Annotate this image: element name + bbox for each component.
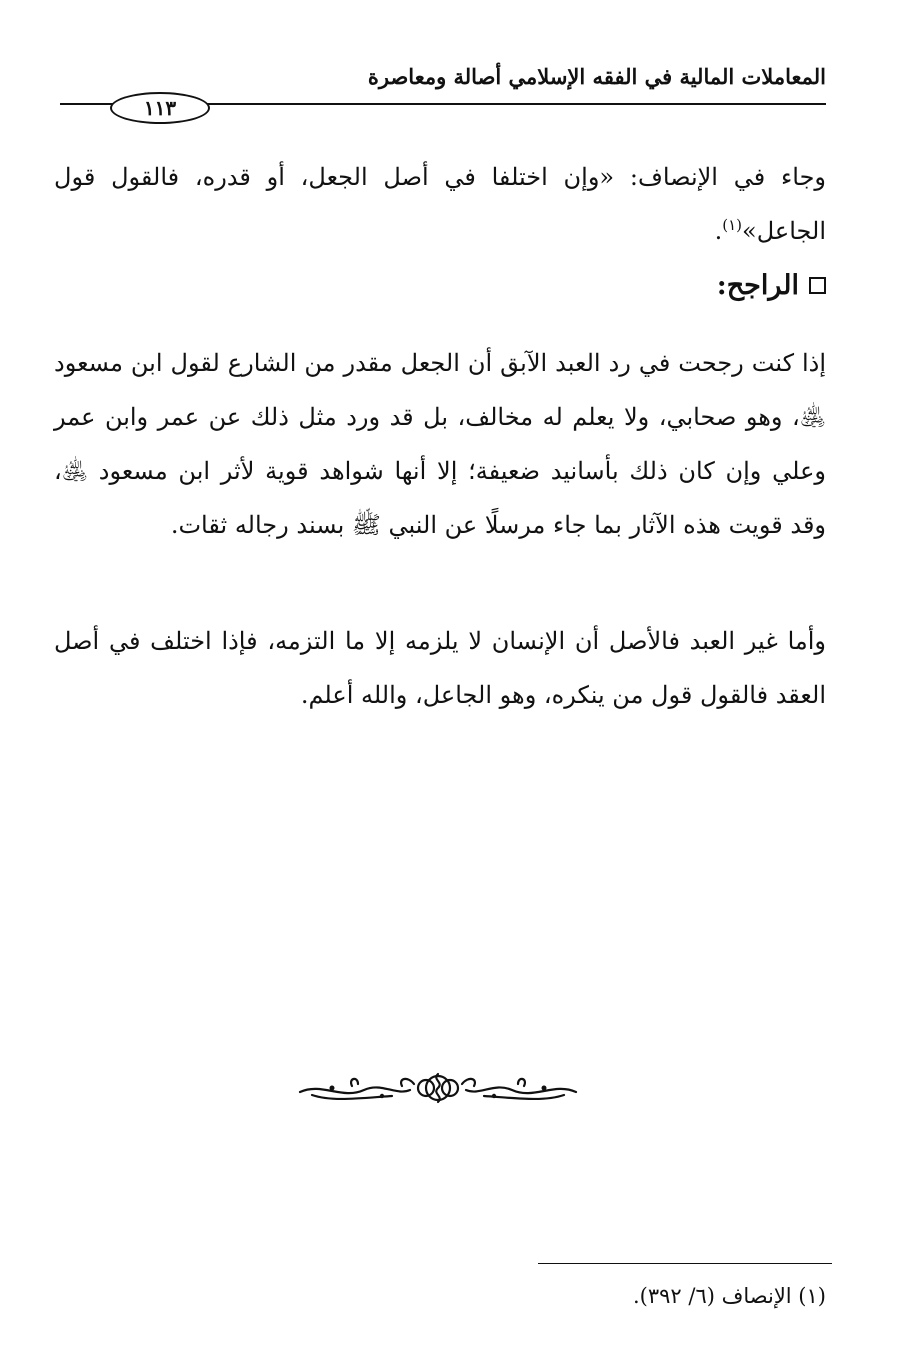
paragraph-conclusion: وأما غير العبد فالأصل أن الإنسان لا يلزمه إلا ما التزمه، فإذا اختلف في أصل العقد فالقول قول من ينكره، وهو الجاعل، والله أعلم. bbox=[54, 627, 826, 709]
running-title: المعاملات المالية في الفقه الإسلامي أصالة ومعاصرة bbox=[367, 64, 826, 89]
section-heading bbox=[717, 270, 826, 301]
section-heading-text: الراجح: bbox=[716, 270, 799, 301]
decorative-ornament-icon bbox=[292, 1066, 584, 1110]
checkbox-square-icon bbox=[809, 277, 826, 294]
paragraph-preferred-opinion: إذا كنت رجحت في رد العبد الآبق أن الجعل مقدر من الشارع لقول ابن مسعود ﵁، وهو صحابي، ولا يعلم له مخالف، بل قد ورد مثل ذلك عن عمر وابن عمر وعلي وإن كان ذلك بأسانيد ضعيفة؛ إلا أنها شواهد قوية لأثر ابن مسعود ﵁، وقد قويت هذه الآثار بما جاء مرسلًا عن النبي ﷺ بسند رجاله ثقات. bbox=[54, 349, 826, 539]
footnote-rule bbox=[538, 1263, 832, 1264]
footnote-1: (١) الإنصاف (٦/ ٣٩٢). bbox=[632, 1284, 826, 1308]
paragraph-quote bbox=[54, 150, 826, 258]
footnote-reference[interactable]: (١) bbox=[722, 216, 743, 234]
paragraph-quote-text: وجاء في الإنصاف: «وإن اختلفا في أصل الجعل، أو قدره، فالقول قول الجاعل» bbox=[54, 163, 826, 245]
page-number: ١١٣ bbox=[110, 92, 210, 124]
paragraph-quote-end: . bbox=[714, 217, 723, 245]
